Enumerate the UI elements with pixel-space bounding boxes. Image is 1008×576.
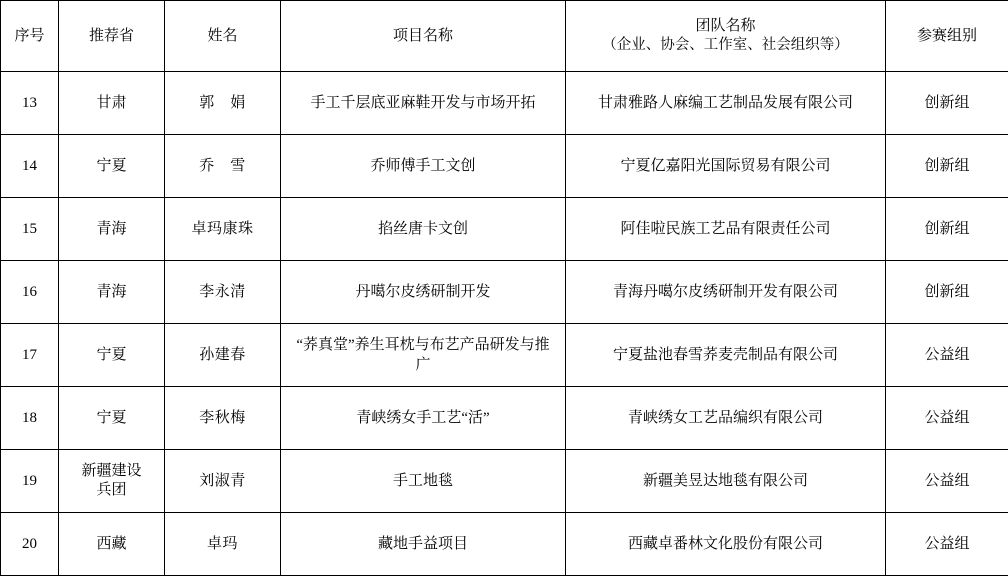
table-row <box>1 450 1008 513</box>
cell-person: 李永清 <box>165 261 281 324</box>
cell-index: 13 <box>1 72 59 135</box>
cell-team: 青海丹噶尔皮绣研制开发有限公司 <box>566 261 886 324</box>
cell-group: 创新组 <box>886 72 1008 135</box>
table-row <box>1 513 1008 576</box>
cell-index: 20 <box>1 513 59 576</box>
cell-project-line2: 广 <box>284 355 562 375</box>
cell-group: 公益组 <box>886 450 1008 513</box>
cell-index: 17 <box>1 324 59 387</box>
cell-project <box>281 387 566 450</box>
column-header-team <box>566 1 886 72</box>
column-header-index: 序号 <box>1 1 59 72</box>
cell-project <box>281 198 566 261</box>
cell-province: 青海 <box>59 261 165 324</box>
column-header-group: 参赛组别 <box>886 1 1008 72</box>
cell-province: 宁夏 <box>59 387 165 450</box>
cell-index: 19 <box>1 450 59 513</box>
cell-project-line1: 手工地毯 <box>284 471 562 491</box>
cell-team: 青峡绣女工艺品编织有限公司 <box>566 387 886 450</box>
cell-province: 甘肃 <box>59 72 165 135</box>
cell-province-line1: 新疆建设 <box>62 462 161 482</box>
table-body <box>1 72 1008 576</box>
cell-person: 李秋梅 <box>165 387 281 450</box>
cell-index: 18 <box>1 387 59 450</box>
cell-group: 创新组 <box>886 261 1008 324</box>
table-row <box>1 324 1008 387</box>
cell-group: 公益组 <box>886 324 1008 387</box>
cell-province: 青海 <box>59 198 165 261</box>
cell-team: 西藏卓番林文化股份有限公司 <box>566 513 886 576</box>
cell-project-line1: 丹噶尔皮绣研制开发 <box>284 282 562 302</box>
cell-project-line1: 手工千层底亚麻鞋开发与市场开拓 <box>284 93 562 113</box>
cell-province-line2: 兵团 <box>62 481 161 501</box>
cell-province: 宁夏 <box>59 324 165 387</box>
cell-project <box>281 450 566 513</box>
cell-province <box>59 450 165 513</box>
column-header-team-sub: （企业、协会、工作室、社会组织等） <box>569 36 882 55</box>
cell-project <box>281 135 566 198</box>
cell-group: 公益组 <box>886 387 1008 450</box>
cell-project <box>281 513 566 576</box>
cell-team: 宁夏亿嘉阳光国际贸易有限公司 <box>566 135 886 198</box>
cell-province: 宁夏 <box>59 135 165 198</box>
cell-person: 孙建春 <box>165 324 281 387</box>
table-row <box>1 261 1008 324</box>
column-header-project: 项目名称 <box>281 1 566 72</box>
cell-team: 阿佳啦民族工艺品有限责任公司 <box>566 198 886 261</box>
cell-group: 公益组 <box>886 513 1008 576</box>
cell-project-line1: 藏地手益项目 <box>284 534 562 554</box>
cell-index: 16 <box>1 261 59 324</box>
cell-index: 14 <box>1 135 59 198</box>
column-header-province: 推荐省 <box>59 1 165 72</box>
cell-project <box>281 72 566 135</box>
cell-index: 15 <box>1 198 59 261</box>
cell-person: 刘淑青 <box>165 450 281 513</box>
cell-person: 郭 娟 <box>165 72 281 135</box>
cell-project-line1: 乔师傅手工文创 <box>284 156 562 176</box>
cell-group: 创新组 <box>886 198 1008 261</box>
table-row <box>1 198 1008 261</box>
table-header <box>1 1 1008 72</box>
table-row <box>1 72 1008 135</box>
cell-person: 乔 雪 <box>165 135 281 198</box>
cell-province: 西藏 <box>59 513 165 576</box>
cell-team: 甘肃雅路人麻编工艺制品发展有限公司 <box>566 72 886 135</box>
cell-project-line1: 掐丝唐卡文创 <box>284 219 562 239</box>
header-row <box>1 1 1008 72</box>
table-row <box>1 387 1008 450</box>
cell-person: 卓玛 <box>165 513 281 576</box>
cell-project <box>281 324 566 387</box>
cell-team: 新疆美昱达地毯有限公司 <box>566 450 886 513</box>
cell-group: 创新组 <box>886 135 1008 198</box>
column-header-team-main: 团队名称 <box>569 17 882 37</box>
cell-project-line1: “荞真堂”养生耳枕与布艺产品研发与推 <box>284 335 562 355</box>
cell-team: 宁夏盐池春雪荞麦壳制品有限公司 <box>566 324 886 387</box>
column-header-person: 姓名 <box>165 1 281 72</box>
cell-person: 卓玛康珠 <box>165 198 281 261</box>
cell-project <box>281 261 566 324</box>
cell-project-line1: 青峡绣女手工艺“活” <box>284 408 562 428</box>
table-row <box>1 135 1008 198</box>
